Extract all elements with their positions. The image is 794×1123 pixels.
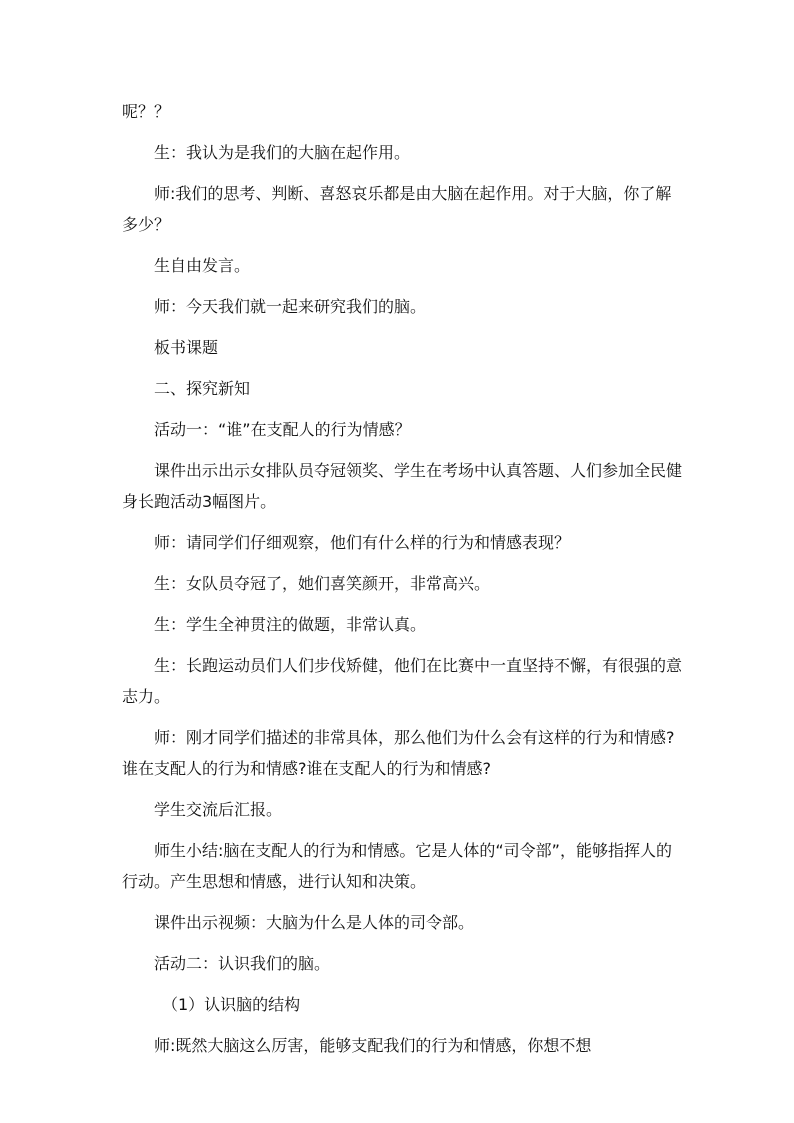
paragraph-16: 师生小结:脑在支配人的行为和情感。它是人体的“司令部”，能够指挥人的行动。产生思想和情感，进行认知和决策。 xyxy=(122,841,672,891)
paragraph-15: 学生交流后汇报。 xyxy=(154,800,283,819)
paragraph-2: 生：我认为是我们的大脑在起作用。 xyxy=(154,143,411,162)
paragraph-20: 师:既然大脑这么厉害，能够支配我们的行为和情感，你想不想 xyxy=(154,1036,592,1055)
paragraph-4: 生自由发言。 xyxy=(154,256,251,275)
paragraph-11: 生：女队员夺冠了，她们喜笑颜开，非常高兴。 xyxy=(154,574,491,593)
section-heading: 二、探究新知 xyxy=(154,379,251,398)
paragraph-6: 板书课题 xyxy=(154,338,219,357)
paragraph-10: 师：请同学们仔细观察，他们有什么样的行为和情感表现？ xyxy=(154,533,571,552)
paragraph-9: 课件出示出示女排队员夺冠领奖、学生在考场中认真答题、人们参加全民健身长跑活动3幅图片。 xyxy=(122,461,683,511)
paragraph-5: 师：今天我们就一起来研究我们的脑。 xyxy=(154,297,427,316)
paragraph-3: 师:我们的思考、判断、喜怒哀乐都是由大脑在起作用。对于大脑，你了解多少？ xyxy=(122,184,672,234)
document-body xyxy=(122,96,682,1071)
activity-1-heading: 活动一：“谁”在支配人的行为情感？ xyxy=(154,420,411,439)
paragraph-1: 呢？？ xyxy=(122,102,171,121)
paragraph-17: 课件出示视频：大脑为什么是人体的司令部。 xyxy=(154,913,475,932)
paragraph-13: 生：长跑运动员们人们步伐矫健，他们在比赛中一直坚持不懈，有很强的意志力。 xyxy=(122,656,683,706)
subsection-heading: （1）认识脑的结构 xyxy=(162,995,301,1014)
paragraph-14: 师：刚才同学们描述的非常具体，那么他们为什么会有这样的行为和情感?谁在支配人的行为和情感?谁在支配人的行为和情感? xyxy=(122,728,675,778)
paragraph-12: 生：学生全神贯注的做题，非常认真。 xyxy=(154,615,427,634)
activity-2-heading: 活动二：认识我们的脑。 xyxy=(154,954,331,973)
